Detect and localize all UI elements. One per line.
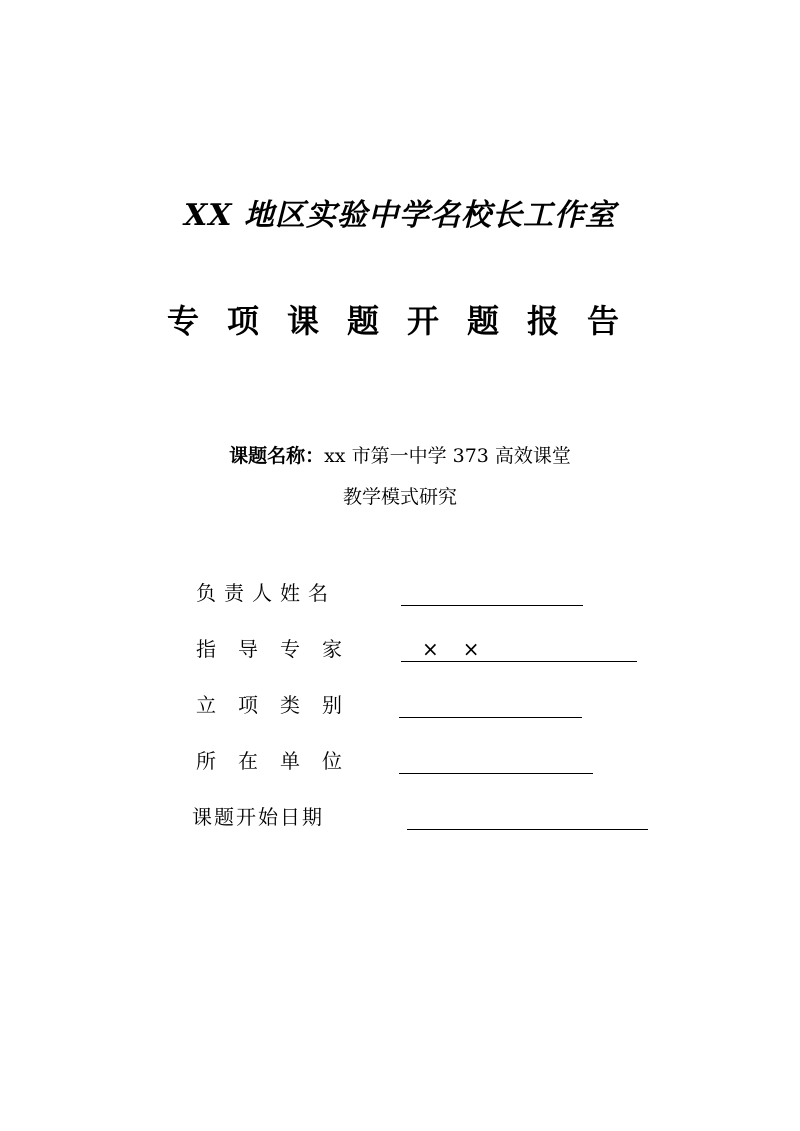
field-label-advisor: 指导专家 bbox=[196, 637, 364, 661]
field-underline-start-date bbox=[407, 829, 648, 830]
field-value-advisor: ×× bbox=[422, 637, 504, 661]
report-title: 专项课题开题报告 bbox=[166, 302, 647, 340]
field-underline-advisor bbox=[401, 661, 637, 662]
field-label-start-date: 课题开始日期 bbox=[192, 805, 324, 829]
field-label-unit: 所在单位 bbox=[196, 749, 364, 773]
form-row-leader bbox=[0, 579, 800, 615]
form-row-category bbox=[0, 691, 800, 727]
field-underline-category bbox=[399, 717, 582, 718]
topic-value-line1: xx 市第一中学 373 高效课堂 bbox=[324, 445, 571, 467]
field-label-category: 立项类别 bbox=[196, 693, 364, 717]
form-row-start-date bbox=[0, 803, 800, 839]
studio-title: XX 地区实验中学名校长工作室 bbox=[184, 198, 616, 233]
form-row-advisor bbox=[0, 635, 800, 671]
topic-heading bbox=[0, 441, 800, 468]
topic-label: 课题名称： bbox=[229, 445, 325, 467]
topic-value-line2: 教学模式研究 bbox=[342, 486, 457, 508]
field-underline-unit bbox=[399, 773, 593, 774]
form-row-unit bbox=[0, 747, 800, 783]
field-underline-leader bbox=[401, 605, 583, 606]
field-label-leader: 负责人姓名 bbox=[196, 581, 336, 605]
